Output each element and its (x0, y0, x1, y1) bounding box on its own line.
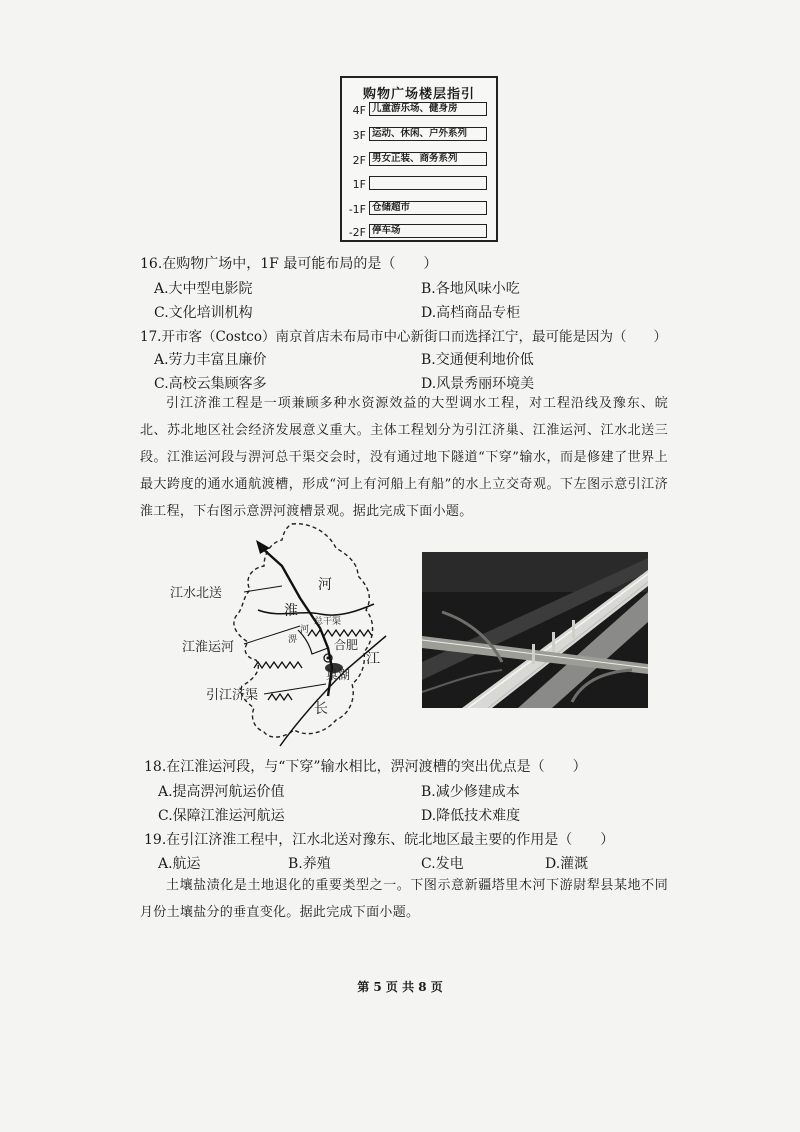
question-16-stem: 16.在购物广场中，1F 最可能布局的是（ ） (140, 256, 438, 272)
floor-level: 3F (352, 129, 366, 142)
q18-option-b[interactable]: B.减少修建成本 (421, 784, 520, 800)
passage-yinjiang-jihuai: 引江济淮工程是一项兼顾多种水资源效益的大型调水工程，对工程沿线及豫东、皖北、苏北地区社会经济发展意义重大。主体工程划分为引江济巢、江淮运河、江水北送三段。江淮运河段与淠河总干渠交会时，没有通过地下隧道“下穿”输水，而是修建了世界上最大跨度的通水通航渡槽，形成“河上有河船上有船”的水上立交奇观。下左图示意引江济淮工程，下右图示意淠河渡槽景观。据此完成下面小题。 (140, 396, 668, 519)
yinjiang-jihuai-map (160, 518, 410, 748)
floor-level: -1F (348, 203, 366, 216)
floor-level: 4F (352, 104, 366, 117)
label-zongganqu: 总干渠 (314, 617, 342, 627)
floor-content: 男女正装、商务系列 (369, 152, 487, 166)
floor-guide-box (340, 76, 498, 242)
q19-option-a[interactable]: A.航运 (158, 856, 201, 872)
page-footer: 第 5 页 共 8 页 (357, 980, 443, 994)
floor-guide-title: 购物广场楼层指引 (362, 87, 475, 102)
label-he-small: 河 (300, 625, 310, 635)
q18-option-a[interactable]: A.提高淠河航运价值 (158, 784, 285, 800)
floor-row (342, 102, 492, 120)
floor-content: 运动、休闲、户外系列 (369, 127, 487, 141)
label-chang: 长 (314, 701, 328, 717)
q19-option-b[interactable]: B.养殖 (288, 856, 331, 872)
q18-option-d[interactable]: D.降低技术难度 (421, 808, 521, 824)
q16-option-c[interactable]: C.文化培训机构 (154, 305, 253, 321)
floor-level: 2F (352, 154, 366, 167)
floor-row (342, 224, 492, 242)
q17-option-d[interactable]: D.风景秀丽环境美 (421, 376, 535, 392)
label-jiangshui-beisong: 江水北送 (170, 586, 223, 601)
question-19-stem: 19.在引江济淮工程中，江水北送对豫东、皖北地区最主要的作用是（ ） (144, 832, 615, 848)
floor-content: 停车场 (369, 224, 487, 238)
floor-row (342, 201, 492, 219)
floor-content: 仓储超市 (369, 201, 487, 215)
label-jiang: 江 (366, 651, 380, 667)
label-huai: 淮 (284, 603, 298, 619)
q19-option-d[interactable]: D.灌溉 (545, 856, 589, 872)
floor-content: 儿童游乐场、健身房 (369, 102, 487, 116)
question-18-stem: 18.在江淮运河段，与“下穿”输水相比，淠河渡槽的突出优点是（ ） (144, 759, 587, 775)
q16-option-d[interactable]: D.高档商品专柜 (421, 305, 521, 321)
label-hefei: 合肥 (334, 638, 359, 652)
floor-row (342, 152, 492, 170)
label-pi: 淠 (288, 635, 298, 645)
q17-option-b[interactable]: B.交通便利地价低 (421, 352, 534, 368)
label-yinjiang-jiqu: 引江济渠 (206, 688, 259, 703)
floor-content (369, 176, 487, 190)
pi-river-aqueduct-photo (422, 552, 648, 708)
floor-row (342, 176, 492, 194)
q19-option-c[interactable]: C.发电 (421, 856, 464, 872)
label-he: 河 (318, 577, 332, 593)
passage-soil-salinization: 土壤盐渍化是土地退化的重要类型之一。下图示意新疆塔里木河下游尉犁县某地不同月份土壤盐分的垂直变化。据此完成下面小题。 (140, 878, 668, 920)
q16-option-b[interactable]: B.各地风味小吃 (421, 281, 520, 297)
floor-row (342, 127, 492, 145)
label-chaohu: 巢湖 (326, 668, 351, 682)
q18-option-c[interactable]: C.保障江淮运河航运 (158, 808, 285, 824)
map-svg (160, 518, 410, 748)
label-jianghuai-canal: 江淮运河 (182, 640, 235, 655)
question-17-stem: 17.开市客（Costco）南京首店未布局市中心新街口而选择江宁，最可能是因为（ ） (140, 329, 667, 345)
q17-option-a[interactable]: A.劳力丰富且廉价 (154, 352, 267, 368)
aqueduct-photo-svg (422, 552, 648, 708)
floor-level: 1F (352, 178, 366, 191)
floor-level: -2F (348, 226, 366, 239)
q17-option-c[interactable]: C.高校云集顾客多 (154, 376, 267, 392)
dabie-mountains (254, 662, 302, 668)
south-mountains (268, 694, 292, 700)
q16-option-a[interactable]: A.大中型电影院 (154, 281, 253, 297)
